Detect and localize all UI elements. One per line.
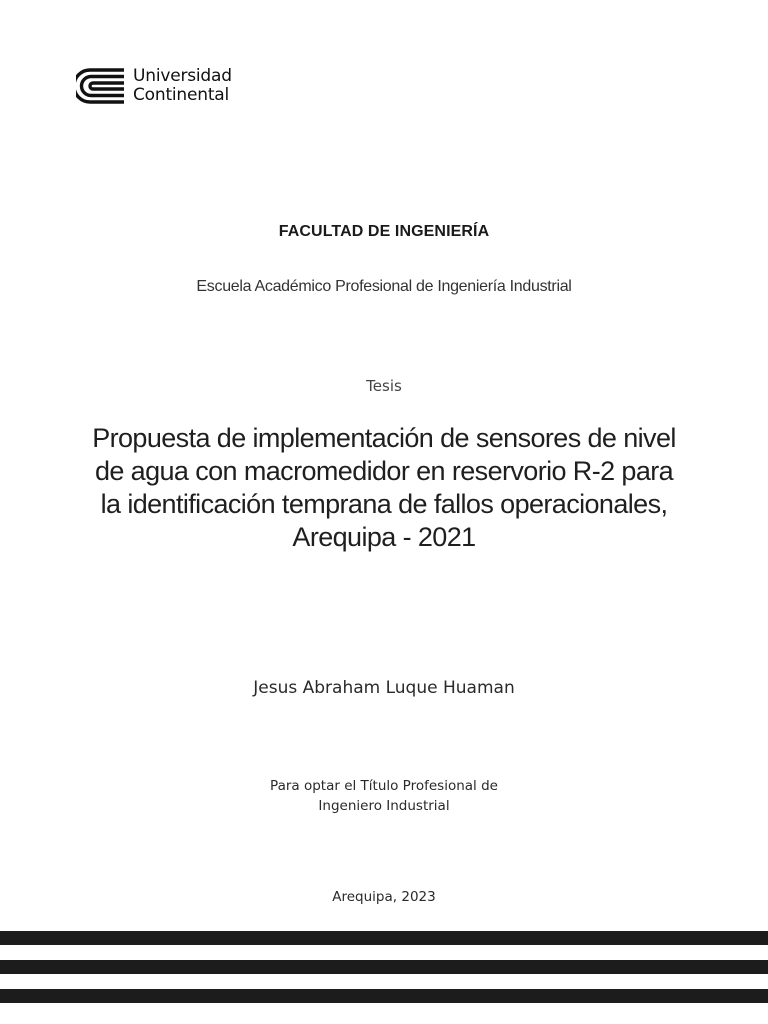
degree-statement <box>0 776 768 816</box>
degree-line-1: Para optar el Título Profesional de <box>270 778 498 794</box>
decorative-stripe <box>0 960 768 974</box>
degree-line-2: Ingeniero Industrial <box>318 798 450 814</box>
university-name <box>133 67 232 105</box>
author-name: Jesus Abraham Luque Huaman <box>253 678 515 698</box>
school-name: Escuela Académico Profesional de Ingeniería Industrial <box>196 278 572 295</box>
faculty-name: FACULTAD DE INGENIERÍA <box>278 223 490 240</box>
document-type: Tesis <box>366 377 402 395</box>
thesis-title: Propuesta de implementación de sensores de nivel de agua con macromedidor en reservorio R-2 para la identificación temprana de fallos operacionales, Arequipa - 2021 <box>92 423 676 552</box>
university-name-line1: Universidad <box>133 66 232 86</box>
place-date: Arequipa, 2023 <box>332 889 436 905</box>
decorative-stripe <box>0 989 768 1003</box>
decorative-stripe <box>0 931 768 945</box>
university-logo <box>76 66 232 106</box>
universidad-continental-logo-icon <box>76 68 126 104</box>
university-name-line2: Continental <box>133 85 230 105</box>
